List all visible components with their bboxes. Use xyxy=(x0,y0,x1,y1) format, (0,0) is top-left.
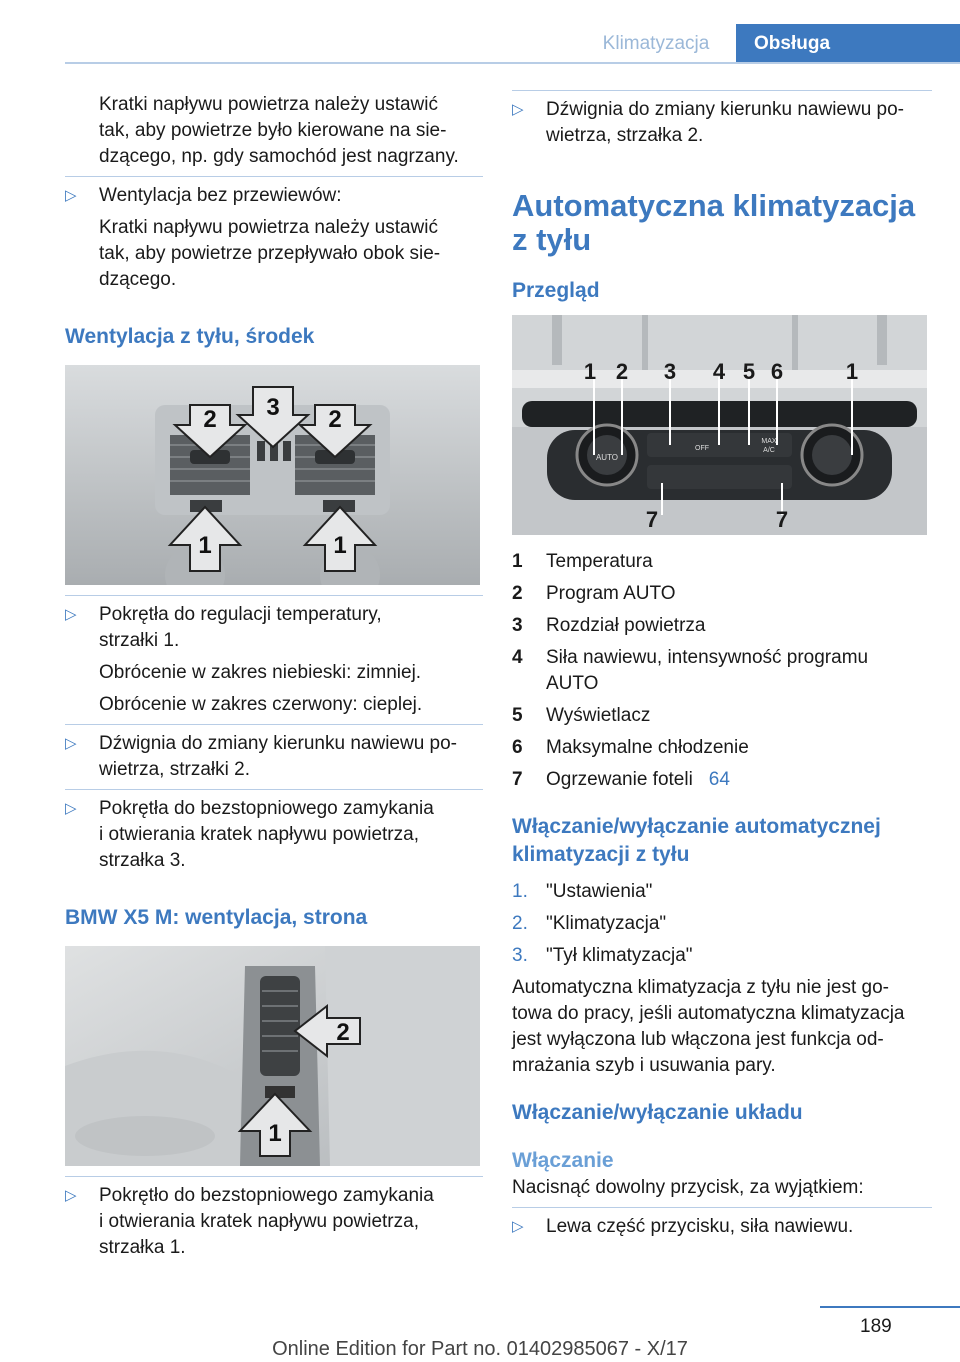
heading-switch-on: Włączanie xyxy=(512,1149,614,1172)
left-column xyxy=(65,92,483,1261)
triangle-bullet-icon: ▷ xyxy=(65,735,77,752)
panel-label: 7 xyxy=(645,507,659,532)
bullet-text: Obrócenie w zakres niebieski: zimniej. xyxy=(99,662,422,683)
bullet-text: Dźwignia do zmiany kierunku nawiewu po- xyxy=(546,99,905,120)
intro-line-3: dzącego, np. gdy samochód jest nagrzany. xyxy=(99,146,459,167)
bullet-dials xyxy=(65,796,483,874)
bullet-lever-2 xyxy=(512,97,932,149)
bullet-text: Lewa część przycisku, siła nawiewu. xyxy=(546,1216,854,1237)
bullet-text: strzałki 1. xyxy=(99,630,180,651)
intro-line-1: Kratki napływu powietrza należy ustawić xyxy=(99,94,438,115)
panel-label: 3 xyxy=(663,359,677,384)
bullet-text: Pokrętło do bezstopniowego zamykania xyxy=(99,1185,434,1206)
page-number: 189 xyxy=(860,1316,892,1337)
page-reference-link[interactable]: 64 xyxy=(708,769,730,790)
arrow-label: 2 xyxy=(328,406,342,433)
bullet-no-draft xyxy=(65,183,483,293)
panel-label: 1 xyxy=(583,359,597,384)
bullet-text: Pokrętła do regulacji temperatury, xyxy=(99,604,382,625)
heading-line: z tyłu xyxy=(512,222,592,257)
paragraph-line: Automatyczna klimatyzacja z tyłu nie jest go- xyxy=(512,977,889,998)
bullet-temperature xyxy=(65,602,483,718)
header-tab-obsluga[interactable]: Obsługa xyxy=(736,24,960,63)
bullet-side-dial xyxy=(65,1183,483,1261)
bullet-text: Obrócenie w zakres czerwony: cieplej. xyxy=(99,694,423,715)
bullet-text: i otwierania kratek napływu powietrza, xyxy=(99,1211,419,1232)
bullet-text: dzącego. xyxy=(99,269,177,290)
panel-label: 4 xyxy=(712,359,726,384)
triangle-bullet-icon: ▷ xyxy=(512,1218,524,1235)
arrow-label: 1 xyxy=(198,532,212,559)
climate-panel-photo xyxy=(512,315,927,535)
bullet-text: wietrza, strzałki 2. xyxy=(99,759,250,780)
rear-vent-illustration xyxy=(65,365,480,585)
right-column xyxy=(512,92,932,1240)
bullet-left-part xyxy=(512,1214,932,1240)
step-item: 3. "Tył klimatyzacja" xyxy=(512,945,693,966)
legend-item: 5 Wyświetlacz xyxy=(512,705,651,726)
arrow-label: 2 xyxy=(203,406,217,433)
heading-x5m-side: BMW X5 M: wentylacja, strona xyxy=(65,906,368,929)
side-vent-illustration xyxy=(65,946,480,1166)
bullet-text: wietrza, strzałka 2. xyxy=(546,125,704,146)
side-vent-photo xyxy=(65,946,480,1166)
step-item: 1. "Ustawienia" xyxy=(512,881,653,902)
legend-item: 3 Rozdział powietrza xyxy=(512,615,706,636)
ac-label: A/C xyxy=(763,447,775,454)
triangle-bullet-icon: ▷ xyxy=(65,800,77,817)
off-label: OFF xyxy=(695,445,709,452)
bullet-lever xyxy=(65,731,483,783)
heading-rear-center: Wentylacja z tyłu, środek xyxy=(65,325,315,348)
legend-item: 4 Siła nawiewu, intensywność programu AUTO xyxy=(512,647,869,694)
bullet-text: Kratki napływu powietrza należy ustawić xyxy=(99,217,438,238)
panel-label: 5 xyxy=(742,359,756,384)
header-rule xyxy=(65,62,960,64)
paragraph-line: mrażania szyb i usuwania pary. xyxy=(512,1055,776,1076)
panel-label: 2 xyxy=(615,359,629,384)
header-section-title: Klimatyzacja xyxy=(602,33,710,54)
arrow-label: 1 xyxy=(333,532,347,559)
max-label: MAX xyxy=(761,438,777,445)
bullet-text: strzałka 1. xyxy=(99,1237,186,1258)
heading-onoff-auto: Włączanie/wyłączanie automatycznej klimatyzacji z tyłu xyxy=(512,815,881,866)
footer-edition: Online Edition for Part no. 01402985067 - X/17 xyxy=(272,1338,688,1360)
triangle-bullet-icon: ▷ xyxy=(65,1187,77,1204)
paragraph-line: towa do pracy, jeśli automatyczna klimatyzacja xyxy=(512,1003,905,1024)
footer-rule xyxy=(820,1306,960,1308)
climate-panel-illustration xyxy=(512,315,927,535)
legend-item: 6 Maksymalne chłodzenie xyxy=(512,737,749,758)
triangle-bullet-icon: ▷ xyxy=(65,606,77,623)
bullet-text: Pokrętła do bezstopniowego zamykania xyxy=(99,798,434,819)
legend-item: 7 Ogrzewanie foteli 64 xyxy=(512,767,932,793)
steps-list xyxy=(512,879,932,969)
step-item: 2. "Klimatyzacja" xyxy=(512,913,667,934)
arrow-label: 2 xyxy=(336,1019,350,1046)
legend-item: 1 Temperatura xyxy=(512,551,653,572)
bullet-text: tak, aby powietrze przepływało obok sie- xyxy=(99,243,441,264)
panel-label: 1 xyxy=(845,359,859,384)
bullet-text: strzałka 3. xyxy=(99,850,186,871)
press-instruction: Nacisnąć dowolny przycisk, za wyjątkiem: xyxy=(512,1177,864,1198)
panel-label: 6 xyxy=(770,359,784,384)
arrow-label: 1 xyxy=(268,1120,282,1147)
heading-line: Automatyczna klimatyzacja xyxy=(512,188,916,223)
auto-label: AUTO xyxy=(595,453,619,462)
heading-auto-climate xyxy=(512,189,932,257)
legend-list xyxy=(512,549,932,793)
bullet-title: Wentylacja bez przewiewów: xyxy=(99,185,342,206)
bullet-text: i otwierania kratek napływu powietrza, xyxy=(99,824,419,845)
rear-vent-photo xyxy=(65,365,480,585)
intro-line-2: tak, aby powietrze było kierowane na sie- xyxy=(99,120,447,141)
bullet-text: Dźwignia do zmiany kierunku nawiewu po- xyxy=(99,733,458,754)
panel-label: 7 xyxy=(775,507,789,532)
legend-item: 2 Program AUTO xyxy=(512,583,676,604)
arrow-label: 3 xyxy=(266,394,280,421)
triangle-bullet-icon: ▷ xyxy=(65,187,77,204)
heading-overview: Przegląd xyxy=(512,279,600,302)
paragraph-line: jest wyłączona lub włączona jest funkcja od- xyxy=(512,1029,884,1050)
heading-system-onoff: Włączanie/wyłączanie układu xyxy=(512,1101,803,1124)
triangle-bullet-icon: ▷ xyxy=(512,101,524,118)
